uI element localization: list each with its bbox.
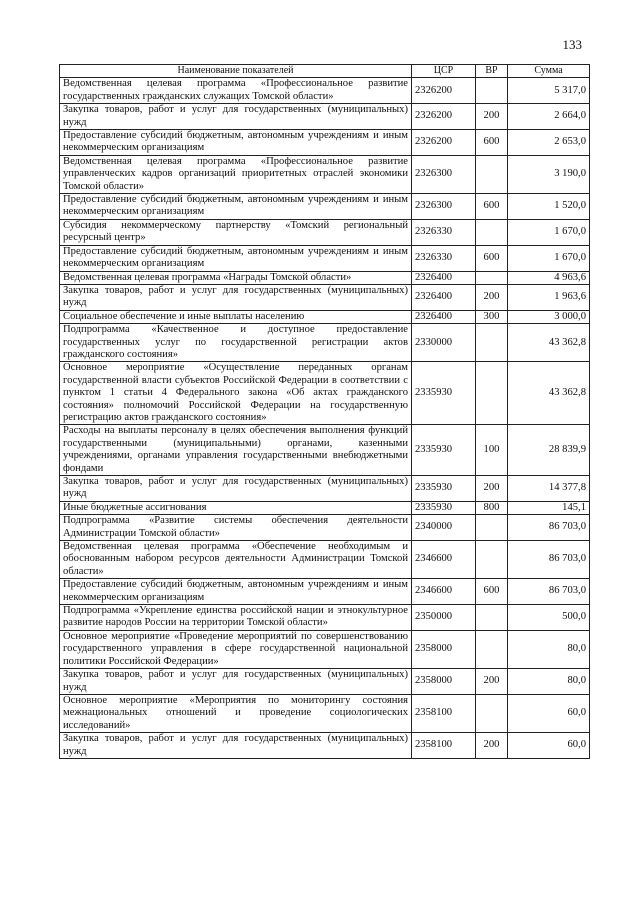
table-row [60,271,590,284]
header-name: Наименование показателей [60,65,412,78]
row-name-cell: Подпрограмма «Укрепление единства российской нации и этнокультурное развитие народов России на территории Томской области» [60,605,412,631]
row-sum-cell: 43 362,8 [508,324,590,362]
row-sum-cell: 86 703,0 [508,579,590,605]
row-vr-cell [476,271,508,284]
header-csr: ЦСР [412,65,476,78]
row-csr-cell: 2326330 [412,245,476,271]
row-csr-cell: 2326200 [412,78,476,104]
page-number: 133 [562,37,582,52]
row-sum-cell: 86 703,0 [508,515,590,541]
row-vr-cell [476,630,508,668]
table-row [60,155,590,193]
row-name-cell: Основное мероприятие «Осуществление переданных органам государственной власти субъектов Российской Федерации в соответствии с пунктом 1 статьи 4 Федерального закона «Об актах гражданского состояния» полномочий Российской Федерации на государственную регистрацию актов гражданского состояния» [60,362,412,425]
row-vr-cell [476,78,508,104]
row-name-cell: Иные бюджетные ассигнования [60,501,412,514]
row-csr-cell: 2330000 [412,324,476,362]
row-name-cell: Ведомственная целевая программа «Награды Томской области» [60,271,412,284]
row-vr-cell: 600 [476,579,508,605]
row-vr-cell: 600 [476,245,508,271]
row-vr-cell: 300 [476,310,508,323]
row-csr-cell: 2326300 [412,155,476,193]
row-name-cell: Предоставление субсидий бюджетным, автономным учреждениям и иным некоммерческим организациям [60,579,412,605]
row-vr-cell [476,155,508,193]
row-sum-cell: 1 670,0 [508,219,590,245]
row-vr-cell [476,362,508,425]
row-vr-cell: 200 [476,104,508,130]
row-name-cell: Закупка товаров, работ и услуг для государственных (муниципальных) нужд [60,104,412,130]
row-name-cell: Основное мероприятие «Проведение мероприятий по совершенствованию государственного управления в сфере государственной национальной политики Российской Федерации» [60,630,412,668]
row-name-cell: Расходы на выплаты персоналу в целях обеспечения выполнения функций государственными (муниципальными) органами, казенными учреждениями, органами управления государственными внебюджетными фондами [60,425,412,476]
table-row [60,310,590,323]
row-name-cell: Ведомственная целевая программа «Профессиональное развитие управленческих кадров организаций приоритетных отраслей экономики Томской области» [60,155,412,193]
row-csr-cell: 2326400 [412,271,476,284]
table-row [60,733,590,759]
row-sum-cell: 5 317,0 [508,78,590,104]
table-row [60,245,590,271]
row-name-cell: Основное мероприятие «Мероприятия по мониторингу состояния межнациональных отношений и проведение социологических исследований» [60,694,412,732]
table-row [60,669,590,695]
row-csr-cell: 2335930 [412,501,476,514]
row-sum-cell: 4 963,6 [508,271,590,284]
budget-table [59,64,590,759]
row-name-cell: Закупка товаров, работ и услуг для государственных (муниципальных) нужд [60,284,412,310]
row-csr-cell: 2335930 [412,362,476,425]
row-vr-cell: 200 [476,669,508,695]
row-name-cell: Закупка товаров, работ и услуг для государственных (муниципальных) нужд [60,733,412,759]
row-sum-cell: 60,0 [508,694,590,732]
row-csr-cell: 2358000 [412,669,476,695]
header-vr: ВР [476,65,508,78]
row-sum-cell: 500,0 [508,605,590,631]
row-sum-cell: 3 000,0 [508,310,590,323]
table-row [60,194,590,220]
table-row [60,130,590,156]
row-csr-cell: 2350000 [412,605,476,631]
row-csr-cell: 2326400 [412,310,476,323]
row-name-cell: Подпрограмма «Развитие системы обеспечения деятельности Администрации Томской области» [60,515,412,541]
row-csr-cell: 2358000 [412,630,476,668]
table-row [60,630,590,668]
row-sum-cell: 145,1 [508,501,590,514]
table-row [60,425,590,476]
row-name-cell: Подпрограмма «Качественное и доступное предоставление государственных услуг по государственной регистрации актов гражданского состояния» [60,324,412,362]
row-sum-cell: 86 703,0 [508,541,590,579]
table-row [60,476,590,502]
row-csr-cell: 2335930 [412,425,476,476]
table-row [60,362,590,425]
row-vr-cell: 600 [476,194,508,220]
row-csr-cell: 2346600 [412,579,476,605]
row-csr-cell: 2326400 [412,284,476,310]
row-sum-cell: 28 839,9 [508,425,590,476]
header-sum: Сумма [508,65,590,78]
row-name-cell: Предоставление субсидий бюджетным, автономным учреждениям и иным некоммерческим организациям [60,194,412,220]
row-csr-cell: 2358100 [412,733,476,759]
row-vr-cell [476,605,508,631]
table-row [60,515,590,541]
row-sum-cell: 80,0 [508,630,590,668]
row-vr-cell: 200 [476,733,508,759]
row-sum-cell: 1 520,0 [508,194,590,220]
table-row [60,501,590,514]
row-name-cell: Предоставление субсидий бюджетным, автономным учреждениям и иным некоммерческим организациям [60,245,412,271]
row-csr-cell: 2346600 [412,541,476,579]
row-name-cell: Закупка товаров, работ и услуг для государственных (муниципальных) нужд [60,476,412,502]
row-vr-cell: 800 [476,501,508,514]
row-sum-cell: 2 653,0 [508,130,590,156]
row-name-cell: Социальное обеспечение и иные выплаты населению [60,310,412,323]
table-row [60,78,590,104]
row-sum-cell: 1 670,0 [508,245,590,271]
table-row [60,284,590,310]
row-name-cell: Субсидия некоммерческому партнерству «Томский региональный ресурсный центр» [60,219,412,245]
table-row [60,219,590,245]
row-vr-cell [476,694,508,732]
row-name-cell: Закупка товаров, работ и услуг для государственных (муниципальных) нужд [60,669,412,695]
row-csr-cell: 2326200 [412,130,476,156]
table-row [60,541,590,579]
row-name-cell: Ведомственная целевая программа «Обеспечение необходимым и обоснованным набором ресурсов деятельности Администрации Томской области» [60,541,412,579]
row-sum-cell: 1 963,6 [508,284,590,310]
row-csr-cell: 2326330 [412,219,476,245]
row-sum-cell: 43 362,8 [508,362,590,425]
row-csr-cell: 2326200 [412,104,476,130]
row-sum-cell: 60,0 [508,733,590,759]
row-vr-cell [476,219,508,245]
row-vr-cell [476,541,508,579]
row-csr-cell: 2335930 [412,476,476,502]
row-vr-cell: 200 [476,284,508,310]
table-row [60,324,590,362]
table-row [60,694,590,732]
row-vr-cell [476,324,508,362]
row-vr-cell: 200 [476,476,508,502]
row-sum-cell: 3 190,0 [508,155,590,193]
row-vr-cell: 600 [476,130,508,156]
row-vr-cell: 100 [476,425,508,476]
row-csr-cell: 2326300 [412,194,476,220]
table-row [60,579,590,605]
row-csr-cell: 2340000 [412,515,476,541]
row-csr-cell: 2358100 [412,694,476,732]
row-name-cell: Предоставление субсидий бюджетным, автономным учреждениям и иным некоммерческим организациям [60,130,412,156]
row-sum-cell: 80,0 [508,669,590,695]
table-row [60,104,590,130]
row-vr-cell [476,515,508,541]
table-row [60,605,590,631]
row-name-cell: Ведомственная целевая программа «Профессиональное развитие государственных гражданских служащих Томской области» [60,78,412,104]
table-header-row [60,65,590,78]
row-sum-cell: 14 377,8 [508,476,590,502]
row-sum-cell: 2 664,0 [508,104,590,130]
